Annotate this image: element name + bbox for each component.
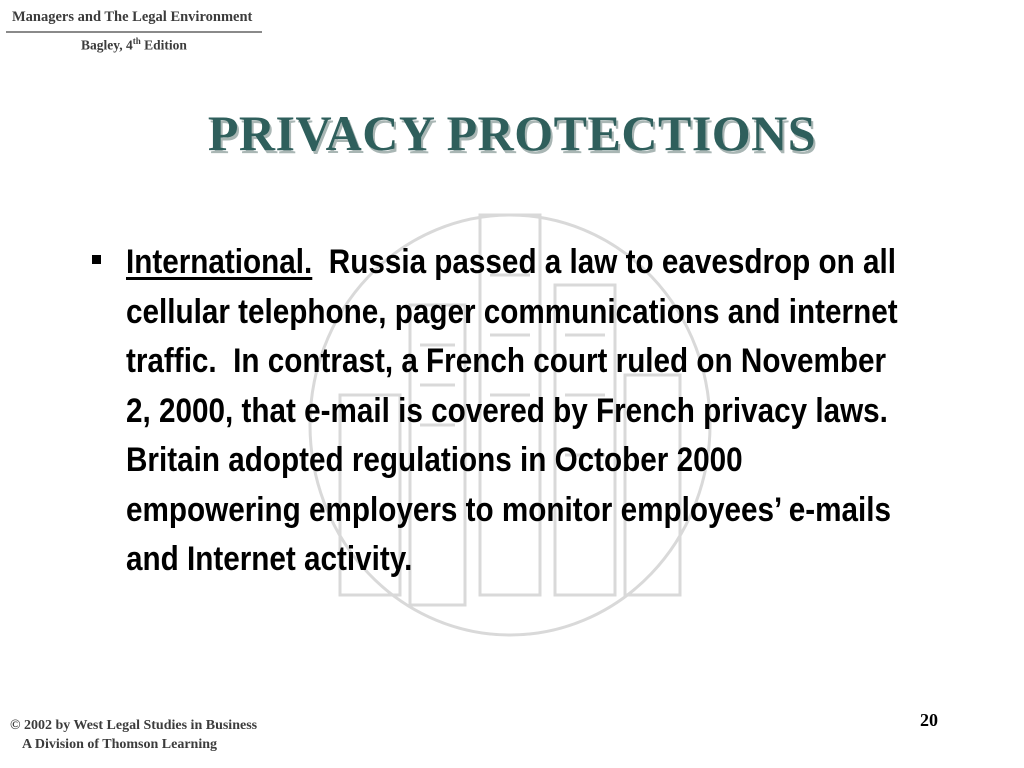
slide-title: PRIVACY PROTECTIONS <box>207 105 817 161</box>
course-title: Managers and The Legal Environment <box>12 9 253 25</box>
publisher-line: A Division of Thomson Learning <box>22 737 218 752</box>
edition-prefix: Bagley, 4 <box>81 37 133 53</box>
copyright-footer <box>4 714 294 762</box>
edition-suffix: Edition <box>140 37 187 53</box>
bullet-item <box>90 238 910 585</box>
course-header <box>6 6 262 58</box>
bullet-body: Russia passed a law to eavesdrop on all cellular telephone, pager communications and internet traffic. In contrast, a French court ruled on November 2, 2000, that e-mail is covered by French privacy laws. Britain adopted regulations in October 2000 empowering employers to monitor employees’ e-mails and Internet activity. <box>126 243 906 578</box>
bullet-text <box>126 238 906 585</box>
bullet-list <box>90 238 910 585</box>
course-edition <box>81 36 187 54</box>
bullet-lead: International. <box>126 243 313 281</box>
page-number: 20 <box>920 710 938 730</box>
edition-superscript: th <box>132 36 141 46</box>
square-bullet-icon <box>92 255 101 264</box>
header-divider <box>6 31 262 33</box>
copyright-line: © 2002 by West Legal Studies in Business <box>10 718 258 733</box>
